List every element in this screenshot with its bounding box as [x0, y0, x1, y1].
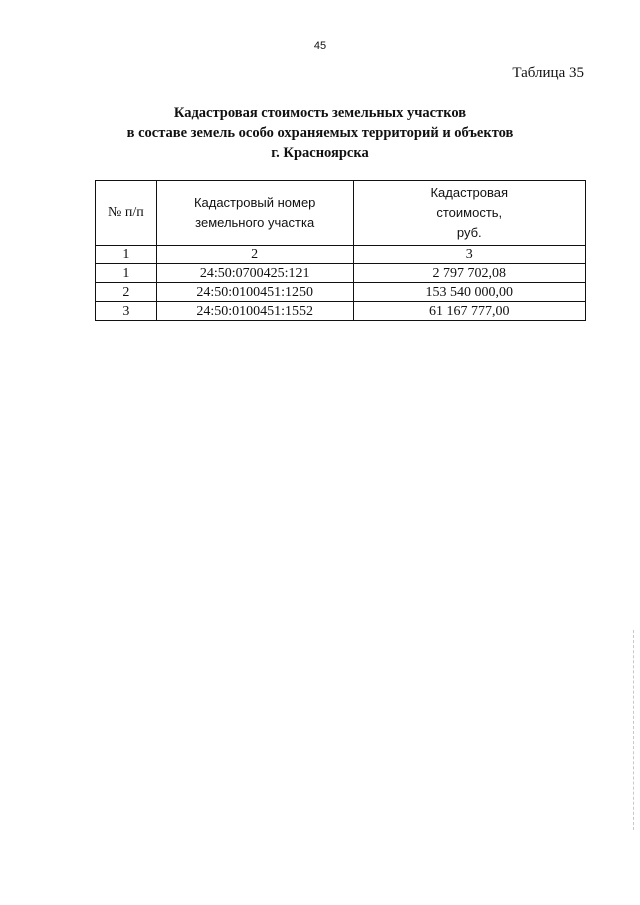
- column-number-cell: 1: [96, 246, 157, 264]
- table-label: Таблица 35: [512, 65, 584, 81]
- table-row: [96, 264, 586, 283]
- cadastral-value-cell: 2 797 702,08: [353, 264, 585, 283]
- table-header-row: [96, 181, 586, 246]
- column-number-cell: 2: [156, 246, 353, 264]
- header-cadastral-value-line-2: стоимость,: [436, 205, 503, 220]
- table-row: [96, 302, 586, 321]
- cadastral-number-cell: 24:50:0100451:1250: [156, 283, 353, 302]
- cadastral-number-cell: 24:50:0100451:1552: [156, 302, 353, 321]
- header-cadastral-value-line-1: Кадастровая: [430, 185, 509, 200]
- header-cadastral-value-line-3: руб.: [456, 225, 482, 240]
- title-line-3: г. Красноярска: [271, 145, 369, 161]
- cadastral-number-cell: 24:50:0700425:121: [156, 264, 353, 283]
- title-line-1: Кадастровая стоимость земельных участков: [173, 105, 467, 121]
- cadastral-value-cell: 153 540 000,00: [353, 283, 585, 302]
- header-cadastral-number: [156, 181, 353, 246]
- table-row: [96, 283, 586, 302]
- scan-edge-artifact: [632, 630, 634, 830]
- column-number-cell: 3: [353, 246, 585, 264]
- row-number-cell: 3: [96, 302, 157, 321]
- header-row-number-label: № п/п: [108, 205, 144, 220]
- document-title: [0, 103, 640, 163]
- header-cadastral-number-line-2: земельного участка: [195, 215, 315, 230]
- title-line-2: в составе земель особо охраняемых территорий и объектов: [126, 125, 514, 141]
- page-number: 45: [313, 40, 327, 52]
- cadastral-value-cell: 61 167 777,00: [353, 302, 585, 321]
- row-number-cell: 1: [96, 264, 157, 283]
- column-number-row: [96, 246, 586, 264]
- header-row-number: [96, 181, 157, 246]
- row-number-cell: 2: [96, 283, 157, 302]
- header-cadastral-number-line-1: Кадастровый номер: [193, 195, 316, 210]
- cadastral-table: [95, 180, 586, 321]
- header-cadastral-value: [353, 181, 585, 246]
